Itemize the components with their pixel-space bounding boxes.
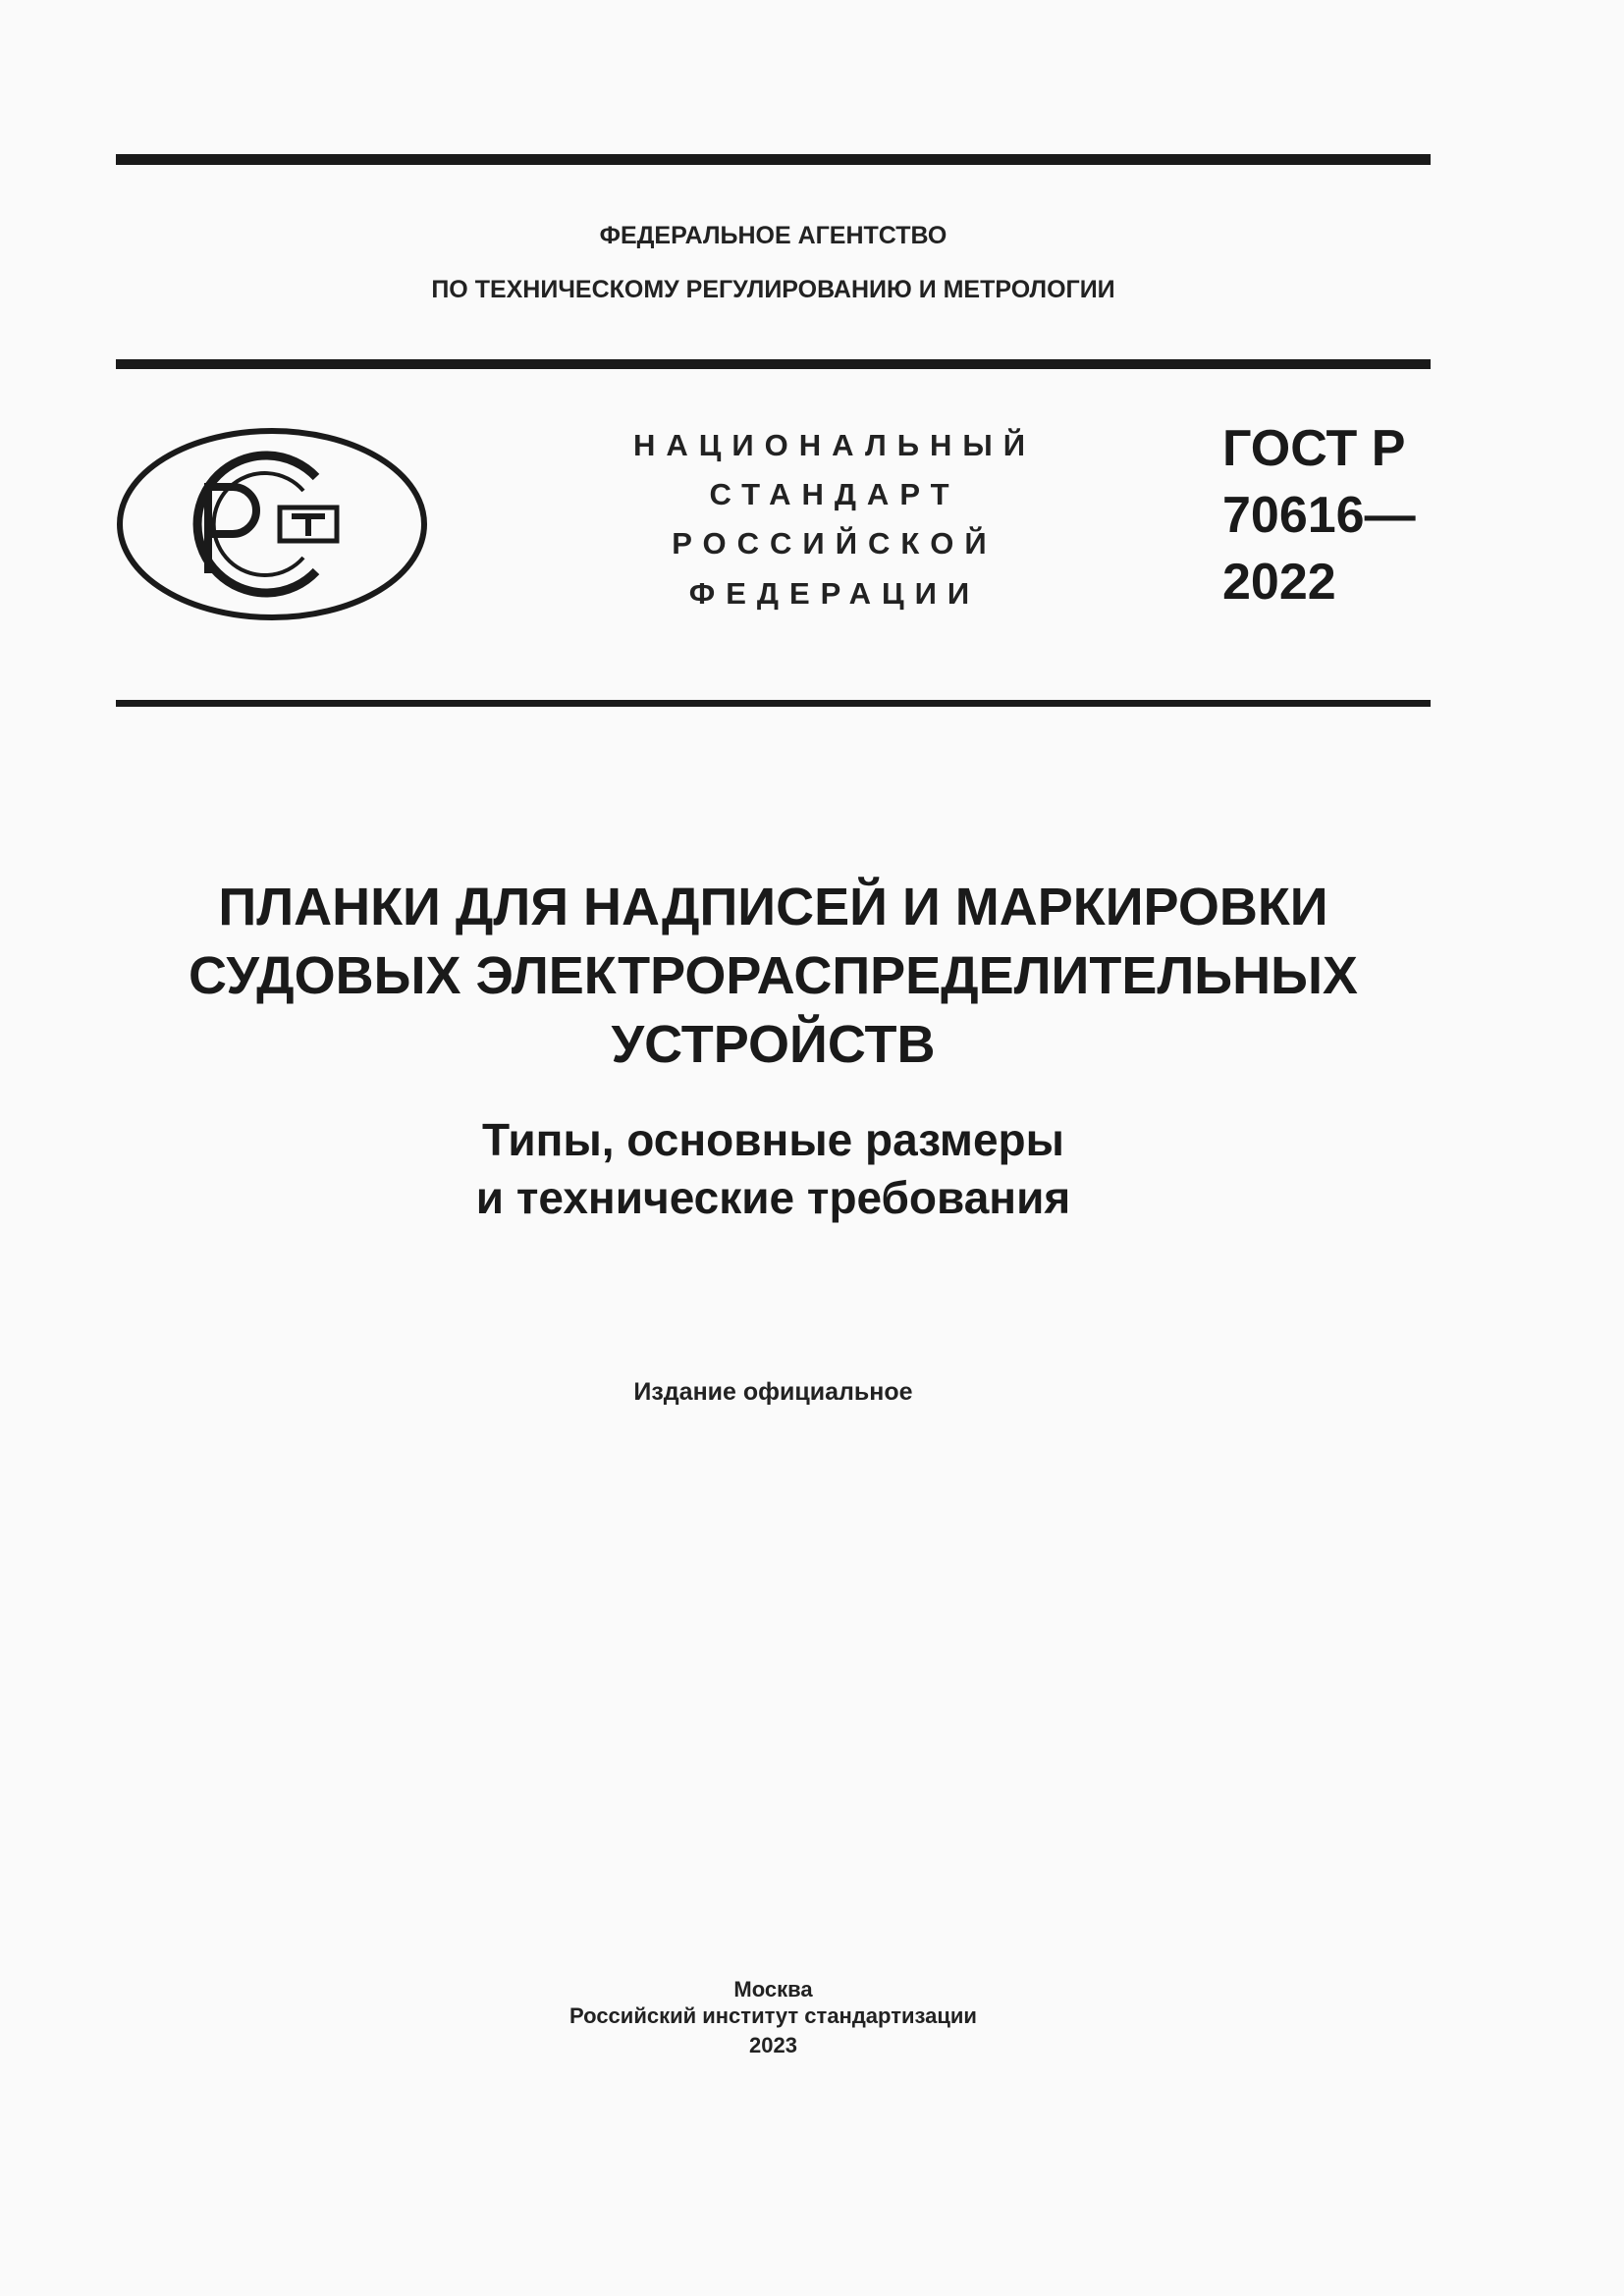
document-title-line-3: УСТРОЙСТВ	[611, 1015, 936, 1074]
imprint-year: 2023	[749, 2033, 797, 2057]
header-rule	[116, 359, 1431, 369]
top-rule	[116, 154, 1431, 165]
imprint-publisher: Российский институт стандартизации	[569, 2003, 977, 2028]
rst-certification-mark-icon	[115, 426, 429, 622]
imprint-city: Москва	[733, 1977, 813, 2002]
document-subtitle-line-1: Типы, основные размеры	[482, 1114, 1064, 1165]
standard-type-line-2: СТАНДАРТ	[709, 477, 960, 511]
agency-name-line-1: ФЕДЕРАЛЬНОЕ АГЕНТСТВО	[599, 222, 947, 249]
standard-type-line-1: НАЦИОНАЛЬНЫЙ	[632, 428, 1037, 462]
designation-rule	[116, 700, 1431, 707]
standard-type-line-3: РОССИЙСКОЙ	[672, 526, 998, 561]
document-title-line-1: ПЛАНКИ ДЛЯ НАДПИСЕЙ И МАРКИРОВКИ	[218, 878, 1328, 936]
designation-line-3: 2022	[1222, 554, 1336, 611]
agency-name-line-2: ПО ТЕХНИЧЕСКОМУ РЕГУЛИРОВАНИЮ И МЕТРОЛОГИИ	[431, 276, 1115, 303]
designation-line-1: ГОСТ Р	[1222, 420, 1406, 477]
document-title-line-2: СУДОВЫХ ЭЛЕКТРОРАСПРЕДЕЛИТЕЛЬНЫХ	[189, 946, 1358, 1005]
designation-line-2: 70616—	[1222, 487, 1416, 544]
edition-label: Издание официальное	[633, 1378, 913, 1406]
standard-type-line-4: ФЕДЕРАЦИИ	[688, 576, 981, 611]
document-subtitle-line-2: и технические требования	[475, 1172, 1071, 1223]
